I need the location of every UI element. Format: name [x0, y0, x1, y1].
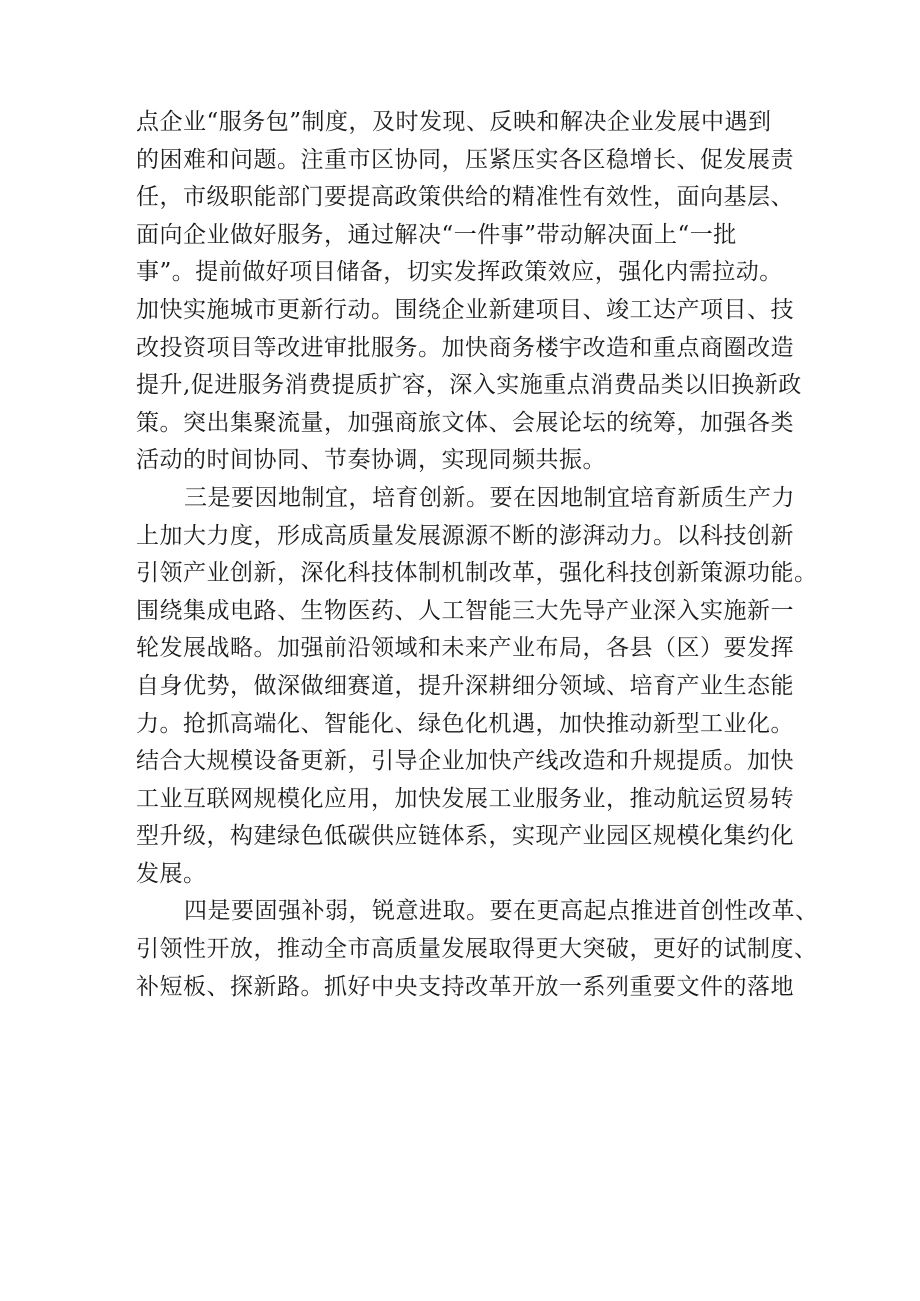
text-line: 力。抢抓高端化、智能化、绿色化机遇，加快推动新型工业化。: [136, 710, 794, 737]
text-line: 上加大力度，形成高质量发展源源不断的澎湃动力。以科技创新: [136, 522, 794, 549]
text-line: 引领产业创新，深化科技体制机制改革，强化科技创新策源功能。: [136, 560, 818, 587]
text-line: 轮发展战略。加强前沿领域和未来产业布局，各县（区）要发挥: [136, 635, 794, 662]
text-line: 加快实施城市更新行动。围绕企业新建项目、竣工达产项目、技: [136, 296, 794, 323]
text-line: 发展。: [136, 860, 207, 887]
text-line: 结合大规模设备更新，引导企业加快产线改造和升规提质。加快: [136, 748, 794, 775]
text-line: 的困难和问题。注重市区协同，压紧压实各区稳增长、促发展责: [136, 146, 794, 173]
text-line: 自身优势，做深做细赛道，提升深耕细分领域、培育产业生态能: [136, 672, 794, 699]
text-line: 围绕集成电路、生物医药、人工智能三大先导产业深入实施新一: [136, 597, 794, 624]
text-line: 活动的时间协同、节奏协调，实现同频共振。: [136, 447, 606, 474]
text-line: 型升级，构建绿色低碳供应链体系，实现产业园区规模化集约化: [136, 823, 794, 850]
text-line: 提升,促进服务消费提质扩容，深入实施重点消费品类以旧换新政: [136, 372, 802, 399]
text-line: 工业互联网规模化应用，加快发展工业服务业，推动航运贸易转: [136, 785, 794, 812]
text-line: 面向企业做好服务，通过解决“一件事”带动解决面上“一批: [136, 221, 737, 248]
document-body: [136, 104, 819, 1006]
text-line: 改投资项目等改进审批服务。加快商务楼宇改造和重点商圈改造: [136, 334, 794, 361]
text-line: 事”。提前做好项目储备，切实发挥政策效应，强化内需拉动。: [136, 259, 783, 286]
text-line: 策。突出集聚流量，加强商旅文体、会展论坛的统筹，加强各类: [136, 409, 794, 436]
text-line: 点企业“服务包”制度，及时发现、反映和解决企业发展中遇到: [136, 109, 772, 135]
text-line: 任，市级职能部门要提高政策供给的精准性有效性，面向基层、: [136, 184, 794, 211]
text-line: 引领性开放，推动全市高质量发展取得更大突破，更好的试制度、: [136, 936, 818, 963]
paragraph-first-line: 四是要固强补弱，锐意进取。要在更高起点推进首创性改革、: [184, 898, 819, 925]
paragraph-first-line: 三是要因地制宜，培育创新。要在因地制宜培育新质生产力: [184, 484, 795, 511]
text-line: 补短板、探新路。抓好中央支持改革开放一系列重要文件的落地: [136, 973, 794, 1000]
